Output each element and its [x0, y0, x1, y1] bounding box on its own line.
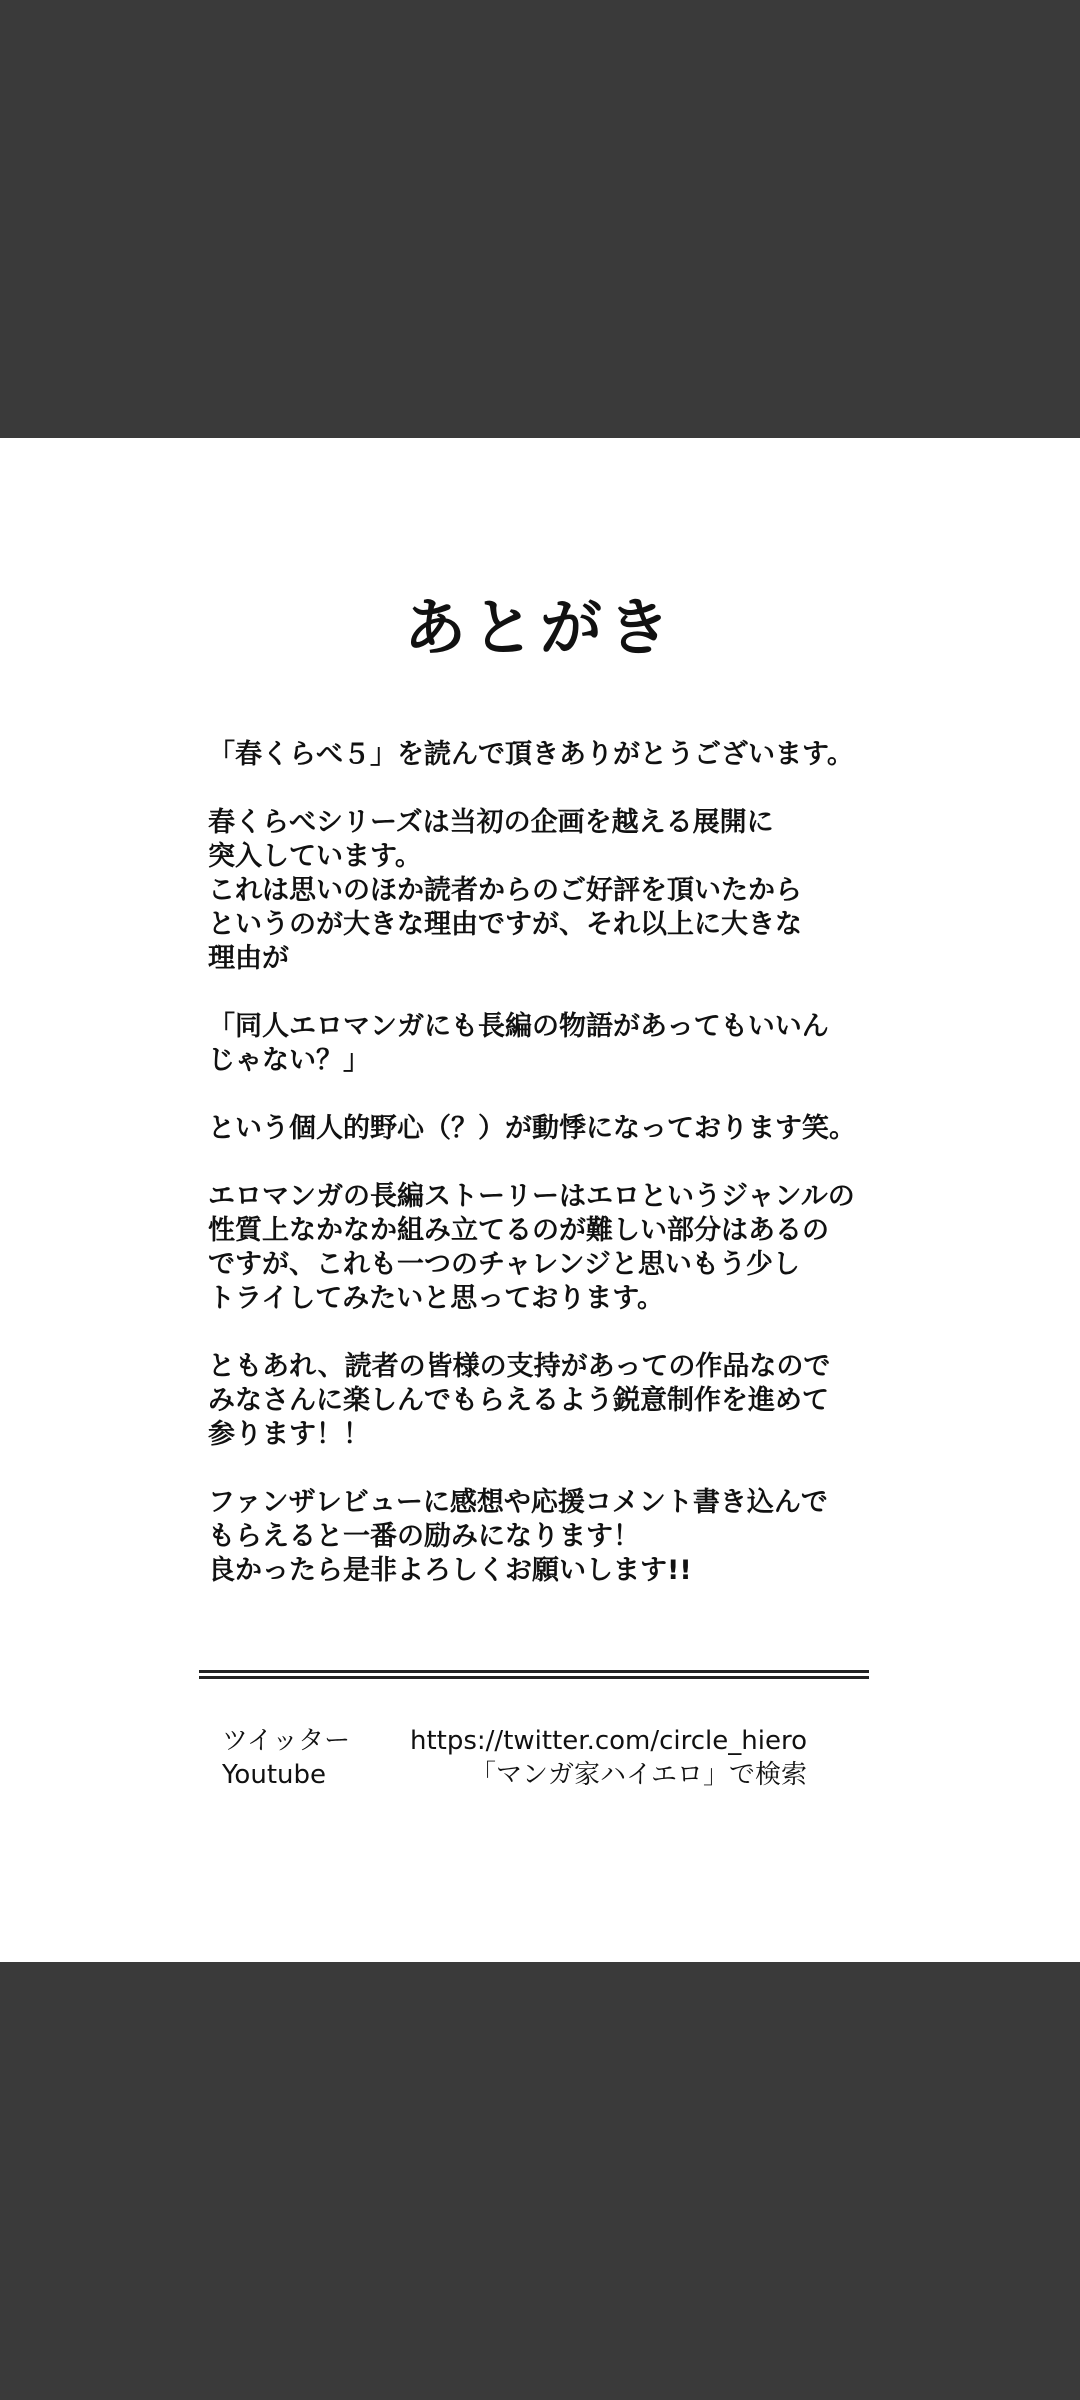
- afterword-page: [0, 438, 1080, 1962]
- paragraph-quote: 「同人エロマンガにも長編の物語があってもいいん じゃない？」: [208, 1011, 829, 1076]
- paragraph-review-request: ファンザレビューに感想や応援コメント書き込んで もらえると一番の励みになります！ 良かったら是非よろしくお願いします!!: [208, 1487, 828, 1586]
- twitter-label: ツイッター: [222, 1726, 351, 1756]
- page-title: あとがき: [403, 591, 676, 664]
- double-rule-divider: [199, 1670, 869, 1679]
- paragraph-challenge: エロマンガの長編ストーリーはエロというジャンルの 性質上なかなか組み立てるのが難しい部分はあるの ですが、これも一つのチャレンジと思いもう少し トライしてみたいと思っております。: [208, 1181, 855, 1314]
- bottom-dark-band: [0, 1962, 1080, 2400]
- paragraph-series: 春くらべシリーズは当初の企画を越える展開に 突入しています。 これは思いのほか読者からのご好評を頂いたから というのが大きな理由ですが、それ以上に大きな 理由が: [208, 807, 802, 974]
- youtube-search-text: 「マンガ家ハイエロ」で検索: [470, 1760, 807, 1790]
- afterword-body: [208, 738, 928, 1622]
- top-dark-band: [0, 0, 1080, 438]
- twitter-url: https://twitter.com/circle_hiero: [410, 1726, 807, 1756]
- paragraph-ambition: という個人的野心（？）が動悸になっております笑。: [208, 1113, 856, 1144]
- paragraph-thanks: 「春くらべ５」を読んで頂きありがとうございます。: [208, 739, 854, 770]
- paragraph-readers: ともあれ、読者の皆様の支持があっての作品なので みなさんに楽しんでもらえるよう鋭意制作を進めて 参ります！！: [208, 1351, 831, 1450]
- youtube-label: Youtube: [222, 1760, 326, 1790]
